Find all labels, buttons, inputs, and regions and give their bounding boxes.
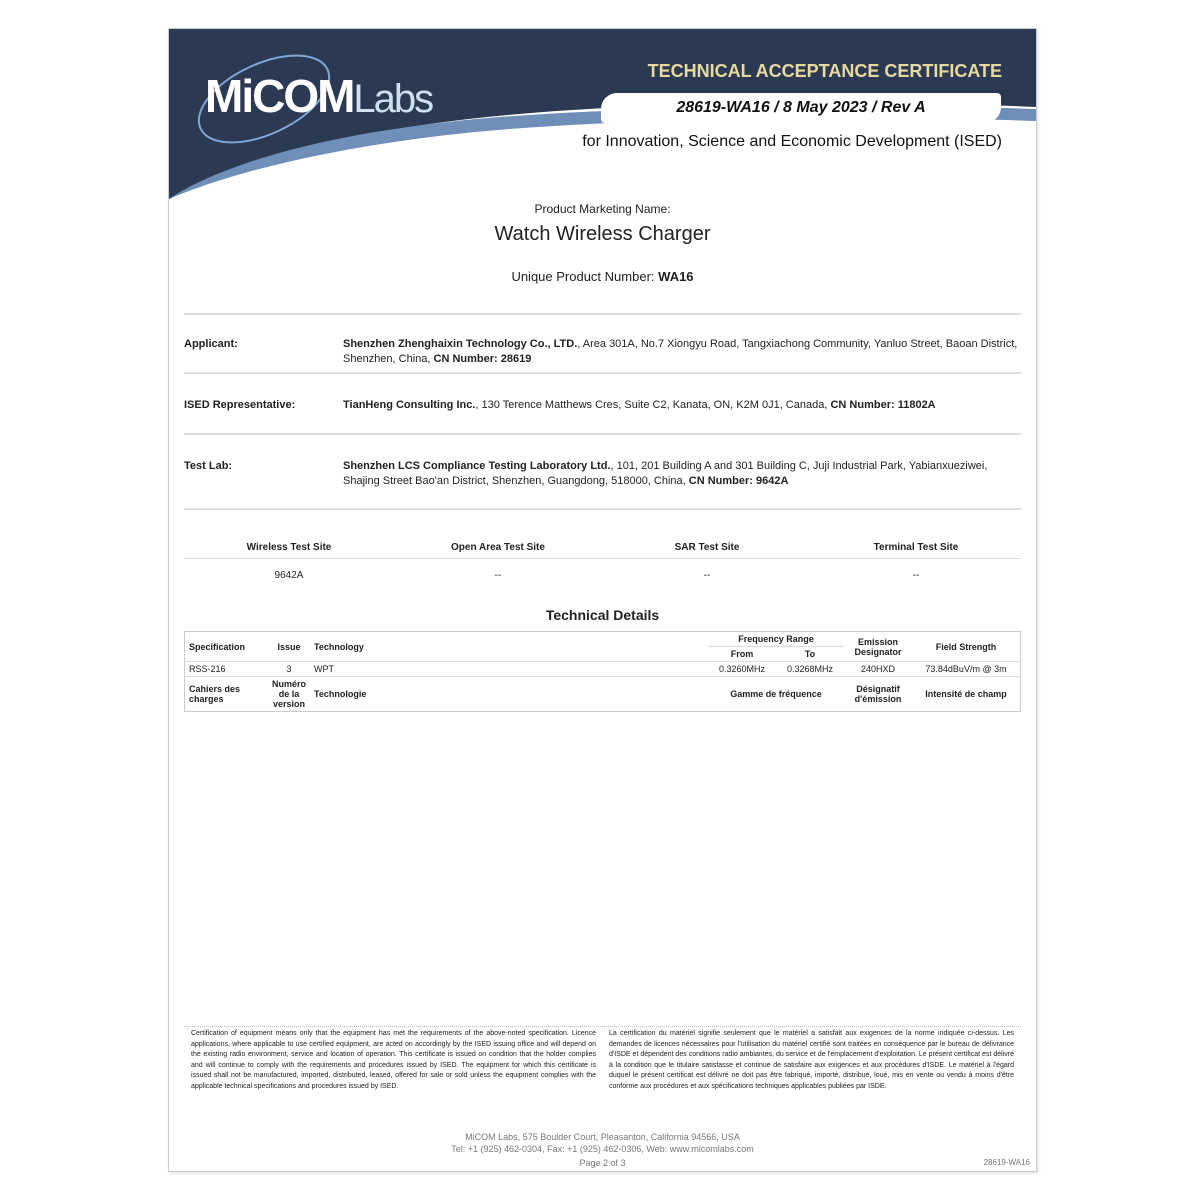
certificate-id: 28619-WA16 / 8 May 2023 / Rev A <box>601 93 1001 123</box>
english-disclaimer: Certification of equipment means only that the equipment has met the requirements of the above-noted specification. Licence applications, where applicable to use certified equipment, are acted on accordingly by the ISED issuing office and will depend on the existing radio environment, service and location of operation. This certificate is issued on condition that the holder complies and will continue to comply with the requirements and procedures issued by ISED. The equipment for which this certificate is issued shall not be manufactured, imported, distributed, leased, offered for sale or sold unless the equipment complies with the applicable technical specifications and procedures issued by ISED. <box>191 1030 596 1090</box>
site-header: Open Area Test Site <box>451 542 545 553</box>
col-to: To <box>804 649 816 659</box>
divider <box>184 313 1021 315</box>
col-spec: Specification <box>189 641 246 652</box>
unique-product-number: Unique Product Number: WA16 <box>511 269 694 284</box>
certificate-title: TECHNICAL ACCEPTANCE CERTIFICATE <box>647 61 1002 81</box>
french-header-row: Cahiers des charges Numéro de la version Technologie Gamme de fréquence Désignatif d'émission Intensité de champ <box>189 679 1007 709</box>
site-header: SAR Test Site <box>674 542 740 553</box>
footer-contact: Tel: +1 (925) 462-0304, Fax: +1 (925) 462-0306, Web: www.micomlabs.com <box>451 1144 754 1154</box>
divider <box>184 372 1021 374</box>
certificate-page: MiCOMLabs TECHNICAL ACCEPTANCE CERTIFICATE 28619-WA16 / 8 May 2023 / Rev A for Innovation, Science and Economic Development (ISED) Product Marketing Name: Watch Wireless Charger Unique Product Number: WA16 Applicant: Shenzhen Zhenghaixin Technology Co., LTD., Area 301A, No.7 Xiongyu Road, Tangxiachong Community, Yanluo Street, Baoan District, Shenzhen, China, CN Number: 28619 ISED Representative: TianHeng Consulting Inc., 130 Terence Matthews Cres, Suite C2, Kanata, ON, K2M 0J1, Canada, CN Number: 11802A Test Lab: Shenzhen LCS Compliance Testing Laboratory Ltd., 101, 201 Building A and 301 Building C, Juji Industrial Park, Yabianxueziwei, Shajing Street Bao'an District, Shenzhen, Guangdong, 518000, China, CN Number: 9642A Wireless Test Site Open Area Test Site SAR Test Site Terminal Test Site 9642A -- -- -- Technical Details Specification Issue Technology Frequency Range Emission Designator Field Strength From To RSS-216 3 WPT 0.3260MHz 0.3268MHz 240HXD 73.84dBuV/m @ 3m Cahiers des charges Numéro de la version Technologie Gamme de fréquence Désignatif d'émission Intensité de champ Certification of equipment means only that the equipment has met the requirements of the above-noted specification. Licence applications, where applicable to use certified equipment, are acted on accordingly by the ISED issuing office and will depend on the existing radio environment, service and location of operation. This certificate is issued on condition that the holder complies and will continue to comply with the requirements and procedures issued by ISED. The equipment for which this certificate is issued shall not be manufactured, imported, distributed, leased, offered for sale or sold unless the equipment complies with the applicable technical specifications and procedures issued by ISED. La certification du matériel signifie seulement que le matériel a satisfait aux exigences de la norme indiquée ci-dessus. Les demandes de licences nécessaires pour l'utilisation du matériel certifié sont traitées en conséquence par le bureau de délivrance d'ISDE et dépendent des conditions radio ambiantes, du service et de l'emplacement d'exploitation. Le présent certificat est délivré à la condition que le titulaire satisfasse et continue de satisfaire aux exigences et aux procédures d'ISDE. Le matériel à l'égard duquel le présent certificat est délivré ne doit pas être fabriqué, importé, distribué, loué, mis en vente ou vendu à moins d'être conforme aux procédures et aux spécifications techniques applicables publiées par ISDE. MiCOM Labs, 575 Boulder Court, Pleasanton, California 94566, USA Tel: +1 (925) 462-0304, Fax: +1 (925) 462-0306, Web: www.micomlabs.com Page 2 of 3 28619-WA16 <box>168 28 1037 1172</box>
technical-details-table <box>184 631 1021 712</box>
site-header: Wireless Test Site <box>246 542 332 553</box>
col-issue: Issue <box>277 641 301 652</box>
product-name: Watch Wireless Charger <box>494 223 711 245</box>
applicant-row: Applicant: Shenzhen Zhenghaixin Technology Co., LTD., Area 301A, No.7 Xiongyu Road, Tangxiachong Community, Yanluo Street, Baoan District, Shenzhen, China, CN Number: 28619 <box>184 338 1018 365</box>
site-header: Terminal Test Site <box>873 542 959 553</box>
page-number: Page 2 of 3 <box>579 1158 626 1168</box>
footer-address: MiCOM Labs, 575 Boulder Court, Pleasanton, California 94566, USA <box>465 1132 740 1142</box>
marketing-name-label: Product Marketing Name: <box>534 202 671 216</box>
micom-logo: MiCOMLabs <box>205 70 433 122</box>
col-from: From <box>730 649 754 659</box>
divider <box>184 508 1021 510</box>
site-value: 9642A <box>274 570 304 581</box>
col-field: Field Strength <box>935 641 997 652</box>
site-value: -- <box>494 570 502 581</box>
doc-reference: 28619-WA16 <box>983 1158 1030 1167</box>
col-emission: Emission Designator <box>854 636 902 657</box>
site-value: -- <box>703 570 711 581</box>
technical-details-title: Technical Details <box>545 607 660 623</box>
french-disclaimer: La certification du matériel signifie seulement que le matériel a satisfait aux exigences de la norme indiquée ci-dessus. Les demandes de licences nécessaires pour l'utilisation du matériel certifié sont traitées en conséquence par le bureau de délivrance d'ISDE et dépendent des conditions radio ambiantes, du service et de l'emplacement d'exploitation. Le présent certificat est délivré à la condition que le titulaire satisfasse et continue de satisfaire aux exigences et aux procédures d'ISDE. Le matériel à l'égard duquel le présent certificat est délivré ne doit pas être fabriqué, importé, distribué, loué, mis en vente ou vendu à moins d'être conforme aux procédures et aux spécifications techniques applicables publiées par ISDE. <box>609 1030 1014 1090</box>
divider <box>184 433 1021 435</box>
col-freq: Frequency Range <box>738 634 814 644</box>
ised-subtitle: for Innovation, Science and Economic Development (ISED) <box>582 133 1002 150</box>
table-row: RSS-216 3 WPT 0.3260MHz 0.3268MHz 240HXD 73.84dBuV/m @ 3m <box>185 662 1021 677</box>
col-tech: Technology <box>314 641 364 652</box>
site-value: -- <box>912 570 920 581</box>
